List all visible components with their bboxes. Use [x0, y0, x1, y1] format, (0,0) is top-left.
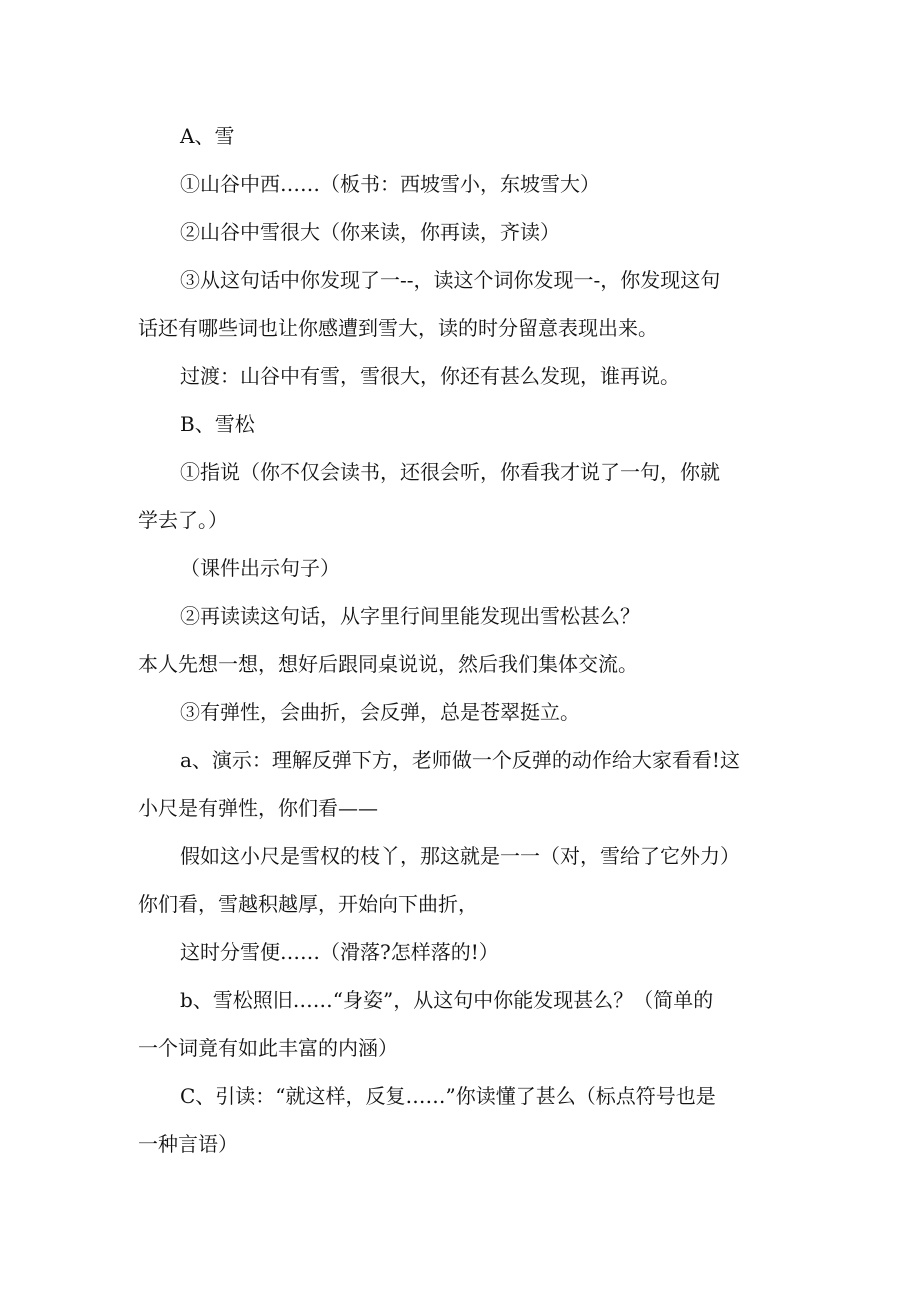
- text-line: ③有弹性，会曲折，会反弹，总是苍翠挺立。: [180, 700, 580, 724]
- section-heading-snow-pine: B、雪松: [180, 412, 255, 436]
- text-line: ③从这句话中你发现了一--，读这个词你发现一-，你发现这句: [180, 268, 721, 292]
- text-line: 这时分雪便……（滑落?怎样落的!）: [180, 940, 499, 964]
- text-line: 本人先想一想，想好后跟同桌说说，然后我们集体交流。: [138, 652, 638, 676]
- text-line: 过渡：山谷中有雪，雪很大，你还有甚么发现，谁再说。: [180, 364, 680, 388]
- text-line: ②山谷中雪很大（你来读，你再读，齐读）: [180, 220, 560, 244]
- text-line: （课件出示句子）: [180, 556, 340, 580]
- text-line: 一个词竟有如此丰富的内涵）: [138, 1036, 398, 1060]
- text-line: a、演示：理解反弹下方，老师做一个反弹的动作给大家看看!这: [180, 748, 740, 772]
- text-line: ②再读读这句话，从字里行间里能发现出雪松甚么？: [180, 604, 640, 628]
- text-line: 一种言语）: [138, 1132, 238, 1156]
- text-line: 你们看，雪越积越厚，开始向下曲折，: [138, 892, 478, 916]
- text-line: ①指说（你不仅会读书，还很会听，你看我才说了一句，你就: [180, 460, 720, 484]
- document-body: [138, 112, 788, 1168]
- text-line: 话还有哪些词也让你感遭到雪大，读的时分留意表现出来。: [138, 316, 658, 340]
- text-line: C、引读：“就这样，反复……”你读懂了甚么（标点符号也是: [180, 1084, 716, 1108]
- text-line: 学去了。）: [138, 508, 228, 532]
- text-line: ①山谷中西……（板书：西坡雪小，东坡雪大）: [180, 172, 600, 196]
- section-heading-snow: A、雪: [180, 124, 235, 148]
- text-line: 小尺是有弹性，你们看——: [138, 796, 378, 820]
- text-line: b、雪松照旧……“身姿”，从这句中你能发现甚么？（简单的: [180, 988, 714, 1012]
- text-line: 假如这小尺是雪权的枝丫，那这就是一一（对，雪给了它外力）: [180, 844, 740, 868]
